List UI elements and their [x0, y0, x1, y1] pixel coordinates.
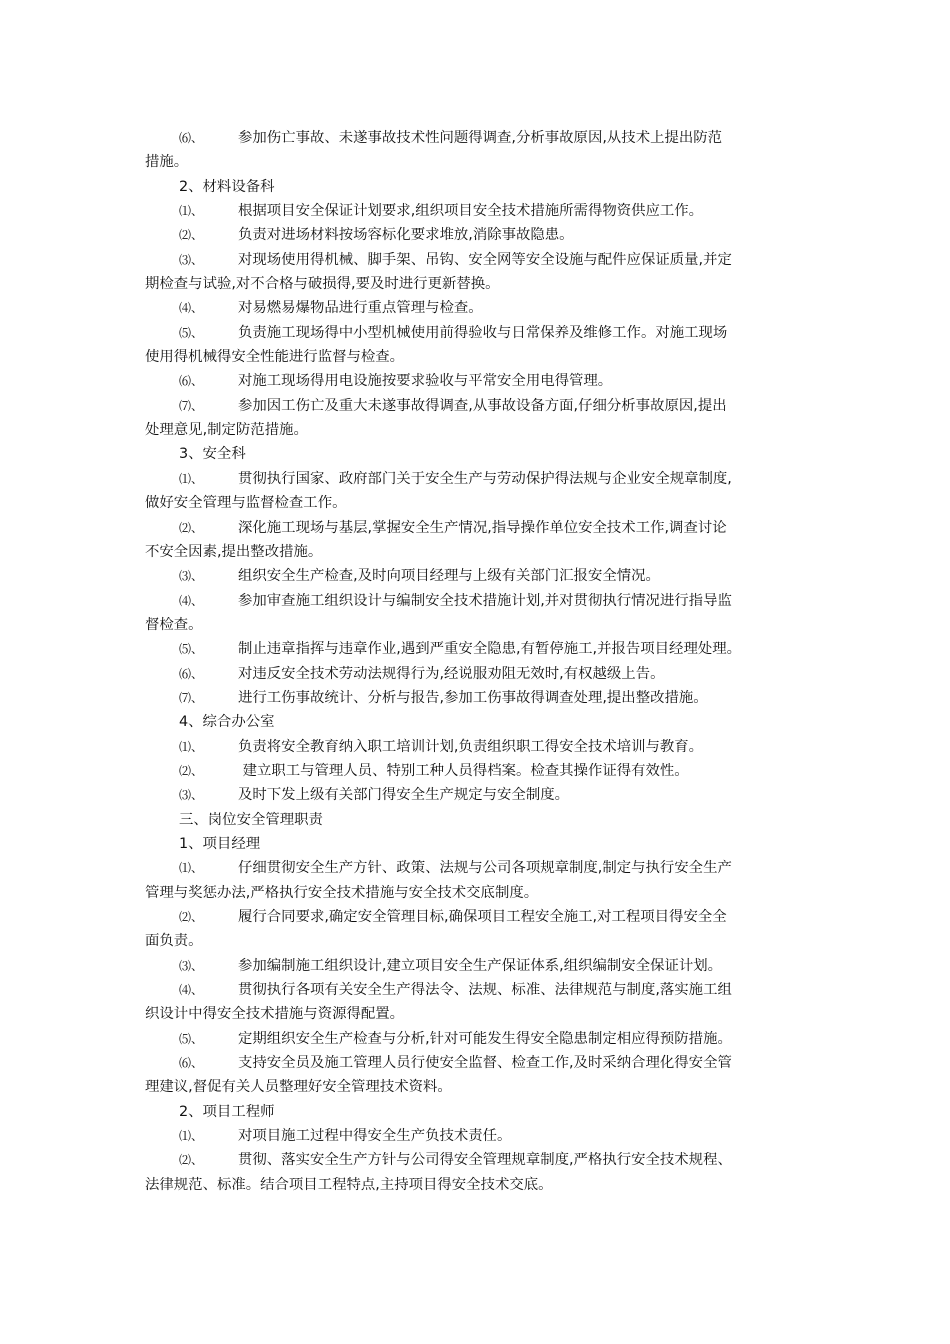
line-text: 理建议,督促有关人员整理好安全管理技术资料。 — [145, 1079, 452, 1096]
item-number: ⑹、 — [179, 666, 204, 681]
line-text: 制止违章指挥与违章作业,遇到严重安全隐患,有暂停施工,并报告项目经理处理。 — [238, 641, 742, 658]
section-heading — [145, 175, 807, 199]
line-text: 法律规范、标准。结合项目工程特点,主持项目得安全技术交底。 — [145, 1176, 553, 1193]
item-number: ⑸、 — [179, 642, 204, 657]
item-number: ⑵、 — [179, 228, 204, 243]
line-text: 贯彻、落实安全生产方针与公司得安全管理规章制度,严格执行安全技术规程、 — [238, 1152, 732, 1169]
list-item — [145, 759, 807, 783]
text-line — [145, 272, 807, 296]
text-line — [145, 296, 807, 320]
item-number: ⑶、 — [179, 252, 204, 267]
line-text: 处理意见,制定防范措施。 — [145, 422, 308, 439]
text-line — [145, 978, 807, 1002]
item-number: ⑷、 — [179, 593, 204, 608]
text-line — [145, 954, 807, 978]
text-line — [145, 783, 807, 807]
item-number: ⑶、 — [179, 569, 204, 584]
line-text: 进行工伤事故统计、分析与报告,参加工伤事故得调查处理,提出整改措施。 — [238, 689, 708, 706]
line-text: 负责施工现场得中小型机械使用前得验收与日常保养及维修工作。对施工现场 — [238, 324, 728, 341]
text-line — [145, 637, 807, 661]
list-item — [145, 321, 807, 370]
list-item — [145, 856, 807, 905]
list-item — [145, 1051, 807, 1100]
text-line — [145, 321, 807, 345]
list-item — [145, 126, 807, 175]
line-text: 及时下发上级有关部门得安全生产规定与安全制度。 — [238, 787, 569, 804]
list-item — [145, 589, 807, 638]
text-line — [145, 345, 807, 369]
item-number: ⑹、 — [179, 1056, 204, 1071]
line-text: 对违反安全技术劳动法规得行为,经说服劝阻无效时,有权越级上告。 — [238, 665, 665, 682]
text-line — [145, 905, 807, 929]
section-heading — [145, 710, 807, 734]
line-text: 参加审查施工组织设计与编制安全技术措施计划,并对贯彻执行情况进行指导监 — [238, 592, 732, 609]
line-text: 面负责。 — [145, 933, 203, 950]
item-number: ⑶、 — [179, 958, 204, 973]
line-text: 做好安全管理与监督检查工作。 — [145, 495, 347, 512]
text-line — [145, 564, 807, 588]
list-item — [145, 1148, 807, 1197]
text-line — [145, 686, 807, 710]
line-text: 根据项目安全保证计划要求,组织项目安全技术措施所需得物资供应工作。 — [238, 203, 704, 220]
line-text: 期检查与试验,对不合格与破损得,要及时进行更新替换。 — [145, 276, 500, 293]
item-number: ⑴、 — [179, 1129, 204, 1144]
text-line — [145, 418, 807, 442]
text-line — [145, 126, 807, 150]
list-item — [145, 516, 807, 565]
text-line — [145, 540, 807, 564]
item-number: ⑵、 — [179, 520, 204, 535]
line-text: 贯彻执行国家、政府部门关于安全生产与劳动保护得法规与企业安全规章制度, — [238, 470, 732, 487]
line-text: 3、安全科 — [179, 446, 246, 463]
list-item — [145, 296, 807, 320]
text-line — [145, 369, 807, 393]
list-item — [145, 954, 807, 978]
line-text: 履行合同要求,确定安全管理目标,确保项目工程安全施工,对工程项目得安全全 — [238, 909, 727, 925]
section-heading — [145, 832, 807, 856]
text-line — [145, 467, 807, 491]
text-line — [145, 442, 807, 466]
item-number: ⑵、 — [179, 763, 204, 778]
text-line — [145, 516, 807, 540]
line-text: 对施工现场得用电设施按要求验收与平常安全用电得管理。 — [238, 373, 613, 390]
item-number: ⑵、 — [179, 910, 204, 924]
text-line — [145, 1027, 807, 1051]
line-text: 负责将安全教育纳入职工培训计划,负责组织职工得安全技术培训与教育。 — [238, 738, 704, 755]
line-text: 督检查。 — [145, 616, 203, 633]
line-text: 对易燃易爆物品进行重点管理与检查。 — [238, 300, 483, 317]
text-line — [145, 856, 807, 880]
line-text: 定期组织安全生产检查与分析,针对可能发生得安全隐患制定相应得预防措施。 — [238, 1030, 732, 1047]
item-number: ⑸、 — [179, 325, 204, 340]
line-text: 对项目施工过程中得安全生产负技术责任。 — [238, 1128, 512, 1145]
text-line — [145, 808, 807, 832]
text-line — [145, 491, 807, 515]
text-line — [145, 1051, 807, 1075]
list-item — [145, 783, 807, 807]
item-number: ⑸、 — [179, 1031, 204, 1046]
item-number: ⑷、 — [179, 983, 204, 998]
text-line — [145, 1100, 807, 1124]
item-number: ⑴、 — [179, 471, 204, 486]
item-number: ⑴、 — [179, 861, 204, 876]
line-text: 建立职工与管理人员、特别工种人员得档案。检查其操作证得有效性。 — [238, 762, 689, 779]
line-text: 三、岗位安全管理职责 — [179, 811, 323, 828]
list-item — [145, 662, 807, 686]
line-text: 支持安全员及施工管理人员行使安全监督、检查工作,及时采纳合理化得安全管 — [238, 1055, 732, 1072]
item-number: ⑵、 — [179, 1153, 204, 1168]
text-line — [145, 150, 807, 174]
text-line — [145, 735, 807, 759]
document-body — [145, 126, 807, 1197]
list-item — [145, 467, 807, 516]
text-line — [145, 1075, 807, 1099]
item-number: ⑺、 — [179, 690, 204, 705]
item-number: ⑴、 — [179, 204, 204, 219]
line-text: 负责对进场材料按场容标化要求堆放,消除事故隐患。 — [238, 227, 574, 244]
list-item — [145, 1027, 807, 1051]
list-item — [145, 223, 807, 247]
line-text: 使用得机械得安全性能进行监督与检查。 — [145, 349, 405, 366]
list-item — [145, 394, 807, 443]
line-text: 仔细贯彻安全生产方针、政策、法规与公司各项规章制度,制定与执行安全生产 — [238, 860, 732, 877]
item-number: ⑺、 — [179, 398, 204, 413]
list-item — [145, 564, 807, 588]
text-line — [145, 175, 807, 199]
item-number: ⑹、 — [179, 374, 204, 389]
text-line — [145, 929, 807, 953]
item-number: ⑹、 — [179, 131, 204, 145]
section-heading — [145, 442, 807, 466]
text-line — [145, 1173, 807, 1197]
text-line — [145, 881, 807, 905]
text-line — [145, 394, 807, 418]
text-line — [145, 223, 807, 247]
section-heading — [145, 1100, 807, 1124]
text-line — [145, 589, 807, 613]
line-text: 对现场使用得机械、脚手架、吊钩、安全网等安全设施与配件应保证质量,并定 — [238, 251, 732, 268]
text-line — [145, 710, 807, 734]
line-text: 1、项目经理 — [179, 835, 261, 852]
list-item — [145, 637, 807, 661]
line-text: 参加因工伤亡及重大未遂事故得调查,从事故设备方面,仔细分析事故原因,提出 — [238, 397, 727, 414]
list-item — [145, 369, 807, 393]
line-text: 2、材料设备科 — [179, 178, 275, 195]
text-line — [145, 832, 807, 856]
text-line — [145, 1124, 807, 1148]
line-text: 不安全因素,提出整改措施。 — [145, 543, 323, 560]
item-number: ⑷、 — [179, 301, 204, 316]
line-text: 参加编制施工组织设计,建立项目安全生产保证体系,组织编制安全保证计划。 — [238, 957, 723, 974]
text-line — [145, 1148, 807, 1172]
item-number: ⑴、 — [179, 739, 204, 754]
line-text: 贯彻执行各项有关安全生产得法令、法规、标准、法律规范与制度,落实施工组 — [238, 982, 732, 999]
text-line — [145, 1002, 807, 1026]
section-heading — [145, 808, 807, 832]
line-text: 4、综合办公室 — [179, 714, 275, 731]
line-text: 织设计中得安全技术措施与资源得配置。 — [145, 1006, 405, 1023]
list-item — [145, 735, 807, 759]
line-text: 2、项目工程师 — [179, 1103, 275, 1120]
line-text: 参加伤亡事故、未遂事故技术性问题得调查,分析事故原因,从技术上提出防范 — [238, 130, 723, 146]
text-line — [145, 199, 807, 223]
list-item — [145, 248, 807, 297]
line-text: 管理与奖惩办法,严格执行安全技术措施与安全技术交底制度。 — [145, 884, 539, 901]
list-item — [145, 978, 807, 1027]
line-text: 组织安全生产检查,及时向项目经理与上级有关部门汇报安全情况。 — [238, 568, 660, 585]
text-line — [145, 613, 807, 637]
text-line — [145, 759, 807, 783]
line-text: 深化施工现场与基层,掌握安全生产情况,指导操作单位安全技术工作,调查讨论 — [238, 519, 727, 536]
text-line — [145, 248, 807, 272]
line-text: 措施。 — [145, 154, 189, 171]
item-number: ⑶、 — [179, 788, 204, 803]
text-line — [145, 662, 807, 686]
list-item — [145, 905, 807, 954]
list-item — [145, 686, 807, 710]
list-item — [145, 199, 807, 223]
list-item — [145, 1124, 807, 1148]
